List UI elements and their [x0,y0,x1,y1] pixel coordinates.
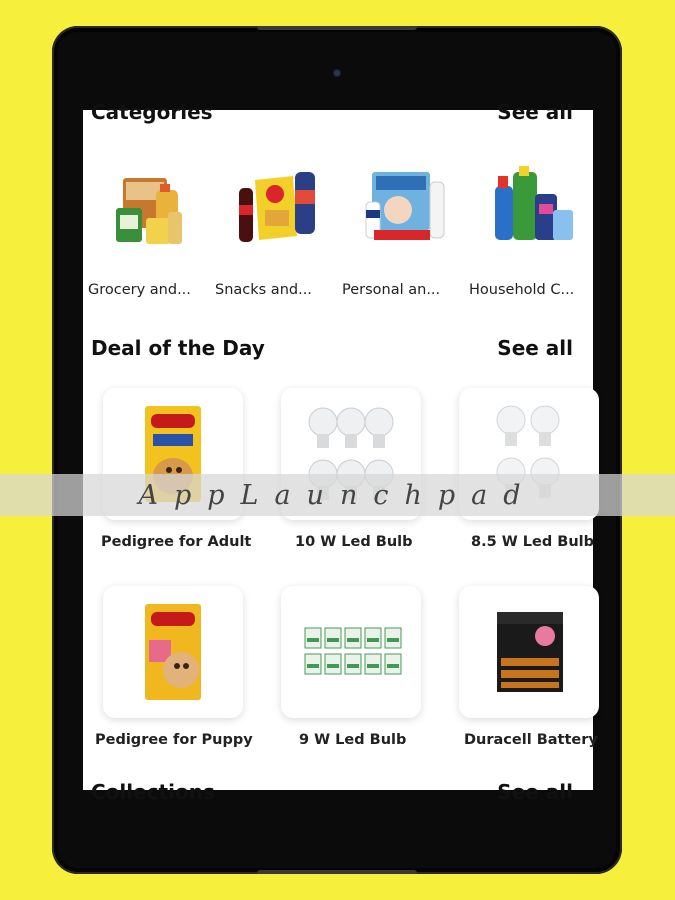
categories-header [91,100,573,124]
pedigree-puppy-image [123,598,223,703]
product-name: Duracell Battery [464,732,598,748]
snacks-image [225,160,325,250]
personal-care-image [352,160,452,250]
9w-bulb-image [301,598,401,703]
category-label: Personal an... [342,282,441,298]
app-screen [83,100,598,804]
watermark-banner [0,474,675,516]
deal-of-day-title: Deal of the Day [91,336,265,360]
product-name: Pedigree for Adult [101,534,252,550]
deal-of-day-see-all-button[interactable]: See all [497,336,573,360]
product-card-pedigree-puppy[interactable] [103,586,243,718]
category-label: Household C... [469,282,575,298]
next-section-title: Collections [91,780,215,804]
device-bottom-edge [257,870,417,874]
device-top-edge [257,26,417,30]
product-name: 9 W Led Bulb [299,732,407,748]
product-name: 8.5 W Led Bulb [471,534,595,550]
household-image [479,160,579,250]
category-item-household[interactable] [469,160,589,298]
categories-see-all-button[interactable]: See all [497,100,573,124]
product-name: Pedigree for Puppy [95,732,253,748]
product-card-duracell-battery[interactable] [459,586,599,718]
category-item-grocery[interactable] [88,160,208,298]
categories-title: Categories [91,100,213,124]
category-label: Grocery and... [88,282,191,298]
product-name: 10 W Led Bulb [295,534,413,550]
next-section-see-all-button[interactable]: See all [497,780,573,804]
duracell-battery-image [479,598,579,703]
next-section-header [91,780,573,804]
watermark-text: AppLaunchpad [138,479,537,511]
product-card-9w-bulb[interactable] [281,586,421,718]
grocery-image [98,160,198,250]
category-label: Snacks and... [215,282,312,298]
category-item-snacks[interactable] [215,160,335,298]
category-item-personal[interactable] [342,160,462,298]
deal-of-day-header [91,336,573,360]
front-camera [334,70,340,76]
